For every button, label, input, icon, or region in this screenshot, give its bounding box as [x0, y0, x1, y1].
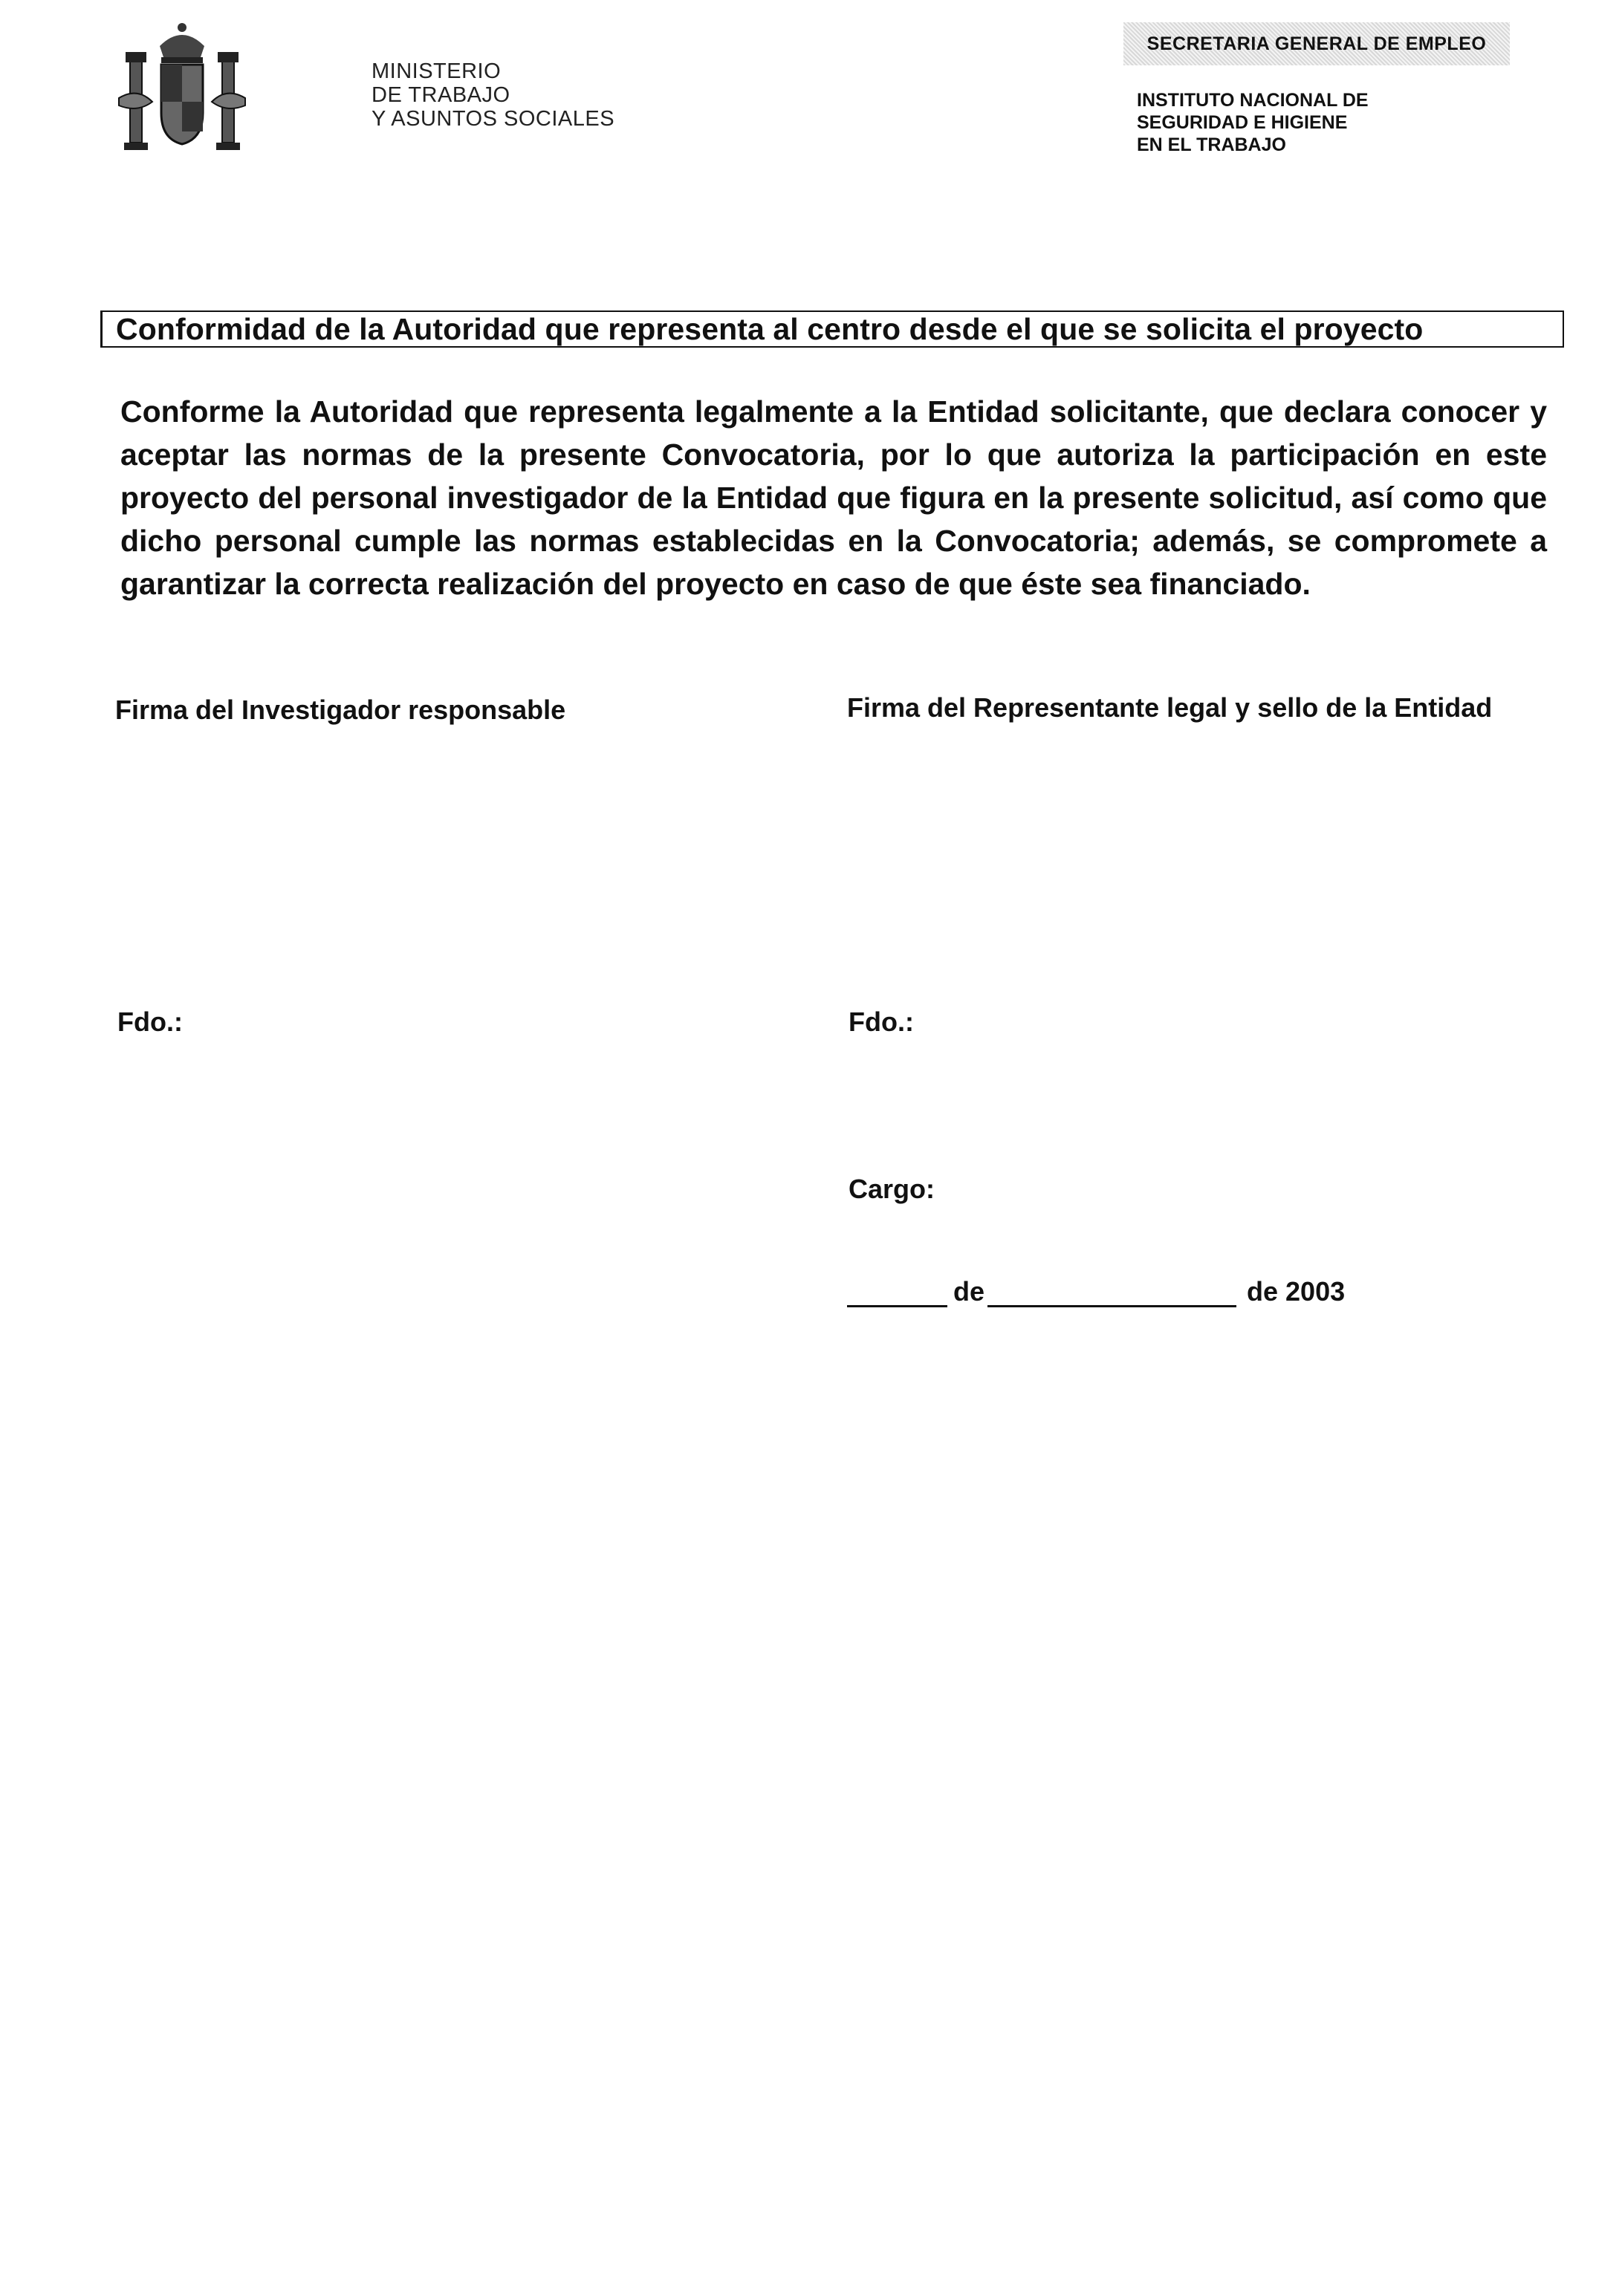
- instituto-block: [1137, 89, 1369, 156]
- secretaria-banner: [1123, 22, 1510, 65]
- instituto-line: EN EL TRABAJO: [1137, 134, 1286, 155]
- declaration-text: Conforme la Autoridad que representa legalmente a la Entidad solicitante, que declara conocer y aceptar las normas de la presente Convocatoria, por lo que autoriza la participación en este proyecto del personal investigador de la Entidad que figura en la presente solicitud, así como que dicho personal cumple las normas establecidas en la Convocatoria; además, se compromete a garantizar la correcta realización del proyecto en caso de que éste sea financiado.: [120, 394, 1547, 601]
- section-heading-box: [100, 310, 1564, 348]
- month-blank[interactable]: [987, 1283, 1236, 1307]
- section-title: Conformidad de la Autoridad que representa al centro desde el que se solicita el proyecto: [116, 311, 1424, 346]
- signature-label-investigator: Firma del Investigador responsable: [115, 695, 566, 725]
- date-connector: de: [953, 1276, 985, 1307]
- ministry-line: DE TRABAJO: [372, 83, 510, 107]
- ministry-block: [372, 59, 614, 131]
- day-blank[interactable]: [847, 1283, 947, 1307]
- spain-coat-of-arms-icon: [108, 16, 256, 165]
- instituto-line: INSTITUTO NACIONAL DE: [1137, 90, 1369, 111]
- ministry-line: MINISTERIO: [372, 59, 502, 83]
- coat-of-arms: [108, 16, 256, 165]
- ministry-line: Y ASUNTOS SOCIALES: [372, 107, 615, 131]
- signature-label-representative: Firma del Representante legal y sello de la Entidad: [847, 692, 1493, 723]
- fdo-representative: Fdo.:: [849, 1006, 914, 1037]
- date-line: [847, 1276, 1345, 1307]
- fdo-investigator: Fdo.:: [117, 1006, 183, 1037]
- instituto-line: SEGURIDAD E HIGIENE: [1137, 112, 1348, 133]
- date-year: de 2003: [1247, 1276, 1346, 1307]
- secretaria-label: SECRETARIA GENERAL DE EMPLEO: [1146, 33, 1487, 54]
- cargo-label: Cargo:: [849, 1174, 935, 1204]
